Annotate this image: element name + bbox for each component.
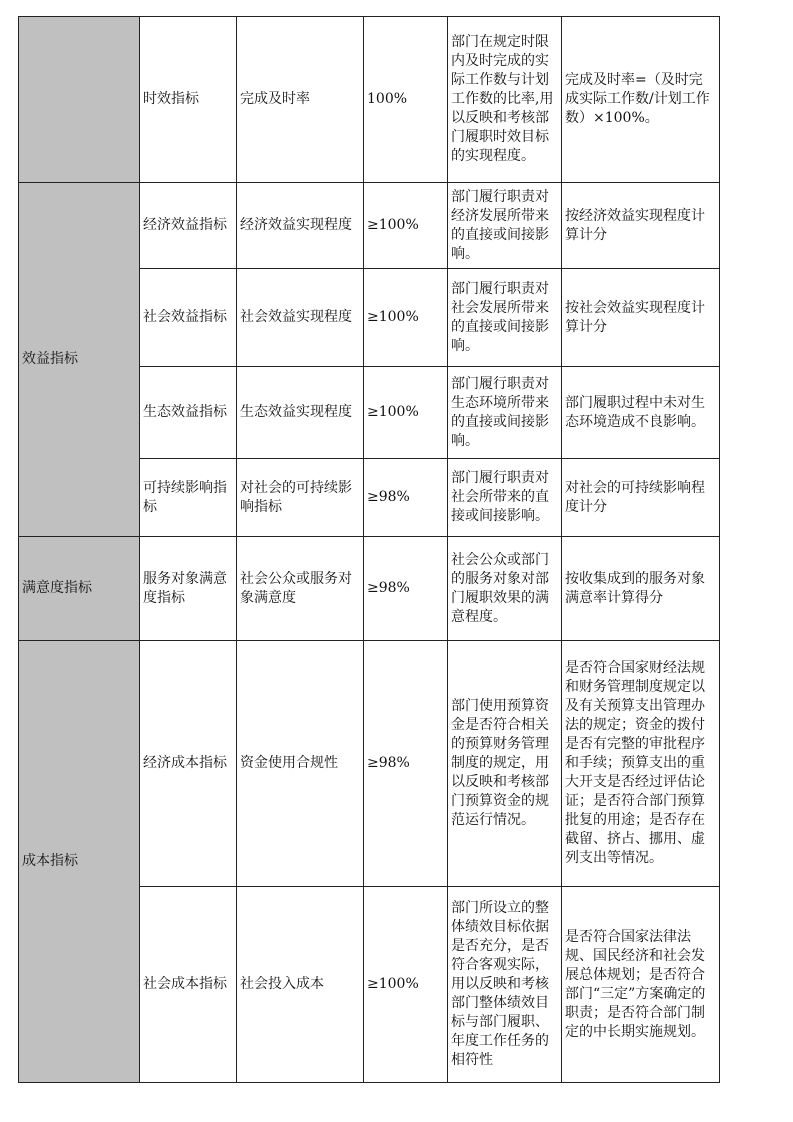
level2-cell: 经济成本指标: [140, 641, 237, 887]
target-value-cell: ≥100%: [364, 887, 448, 1083]
description-cell: 部门在规定时限内及时完成的实际工作数与计划工作数的比率,用以反映和考核部门履职时效目标的实现程度。: [448, 17, 562, 183]
scoring-rule-cell: 对社会的可持续影响程度计分: [562, 459, 720, 537]
table-row: [19, 641, 720, 887]
level2-cell: 时效指标: [140, 17, 237, 183]
level1-cell: 成本指标: [19, 641, 140, 1083]
scoring-rule-cell: 部门履职过程中未对生态环境造成不良影响。: [562, 367, 720, 459]
target-value-cell: ≥100%: [364, 269, 448, 367]
description-cell: 社会公众或部门的服务对象对部门履职效果的满意程度。: [448, 537, 562, 641]
table-row: [19, 537, 720, 641]
target-value-cell: ≥100%: [364, 183, 448, 269]
table-row: [19, 183, 720, 269]
description-cell: 部门履行职责对经济发展所带来的直接或间接影响。: [448, 183, 562, 269]
level3-cell: 资金使用合规性: [237, 641, 364, 887]
description-cell: 部门履行职责对社会所带来的直接或间接影响。: [448, 459, 562, 537]
scoring-rule-cell: 完成及时率=（及时完成实际工作数/计划工作数）×100%。: [562, 17, 720, 183]
level3-cell: 社会公众或服务对象满意度: [237, 537, 364, 641]
description-cell: 部门履行职责对社会发展所带来的直接或间接影响。: [448, 269, 562, 367]
target-value-cell: 100%: [364, 17, 448, 183]
indicator-table: [18, 16, 720, 1083]
target-value-cell: ≥100%: [364, 367, 448, 459]
level2-cell: 社会成本指标: [140, 887, 237, 1083]
description-cell: 部门所设立的整体绩效目标依据是否充分，是否符合客观实际，用以反映和考核部门整体绩效目标与部门履职、年度工作任务的相符性: [448, 887, 562, 1083]
level1-cell: 效益指标: [19, 183, 140, 537]
description-cell: 部门使用预算资金是否符合相关的预算财务管理制度的规定，用以反映和考核部门预算资金的规范运行情况。: [448, 641, 562, 887]
scoring-rule-cell: 是否符合国家财经法规和财务管理制度规定以及有关预算支出管理办法的规定；资金的拨付是否有完整的审批程序和手续；预算支出的重大开支是否经过评估论证；是否符合部门预算批复的用途；是否存在截留、挤占、挪用、虚列支出等情况。: [562, 641, 720, 887]
target-value-cell: ≥98%: [364, 537, 448, 641]
level2-cell: 服务对象满意度指标: [140, 537, 237, 641]
level2-cell: 生态效益指标: [140, 367, 237, 459]
level2-cell: 经济效益指标: [140, 183, 237, 269]
level2-cell: 可持续影响指标: [140, 459, 237, 537]
table-row: [19, 17, 720, 183]
scoring-rule-cell: 按经济效益实现程度计算计分: [562, 183, 720, 269]
level1-cell-empty: [19, 17, 140, 183]
level3-cell: 完成及时率: [237, 17, 364, 183]
level3-cell: 生态效益实现程度: [237, 367, 364, 459]
scoring-rule-cell: 是否符合国家法律法规、国民经济和社会发展总体规划；是否符合部门“三定”方案确定的职责；是否符合部门制定的中长期实施规划。: [562, 887, 720, 1083]
level3-cell: 社会效益实现程度: [237, 269, 364, 367]
scoring-rule-cell: 按社会效益实现程度计算计分: [562, 269, 720, 367]
level3-cell: 经济效益实现程度: [237, 183, 364, 269]
level3-cell: 对社会的可持续影响指标: [237, 459, 364, 537]
target-value-cell: ≥98%: [364, 641, 448, 887]
target-value-cell: ≥98%: [364, 459, 448, 537]
level2-cell: 社会效益指标: [140, 269, 237, 367]
level3-cell: 社会投入成本: [237, 887, 364, 1083]
level1-cell: 满意度指标: [19, 537, 140, 641]
description-cell: 部门履行职责对生态环境所带来的直接或间接影响。: [448, 367, 562, 459]
scoring-rule-cell: 按收集成到的服务对象满意率计算得分: [562, 537, 720, 641]
